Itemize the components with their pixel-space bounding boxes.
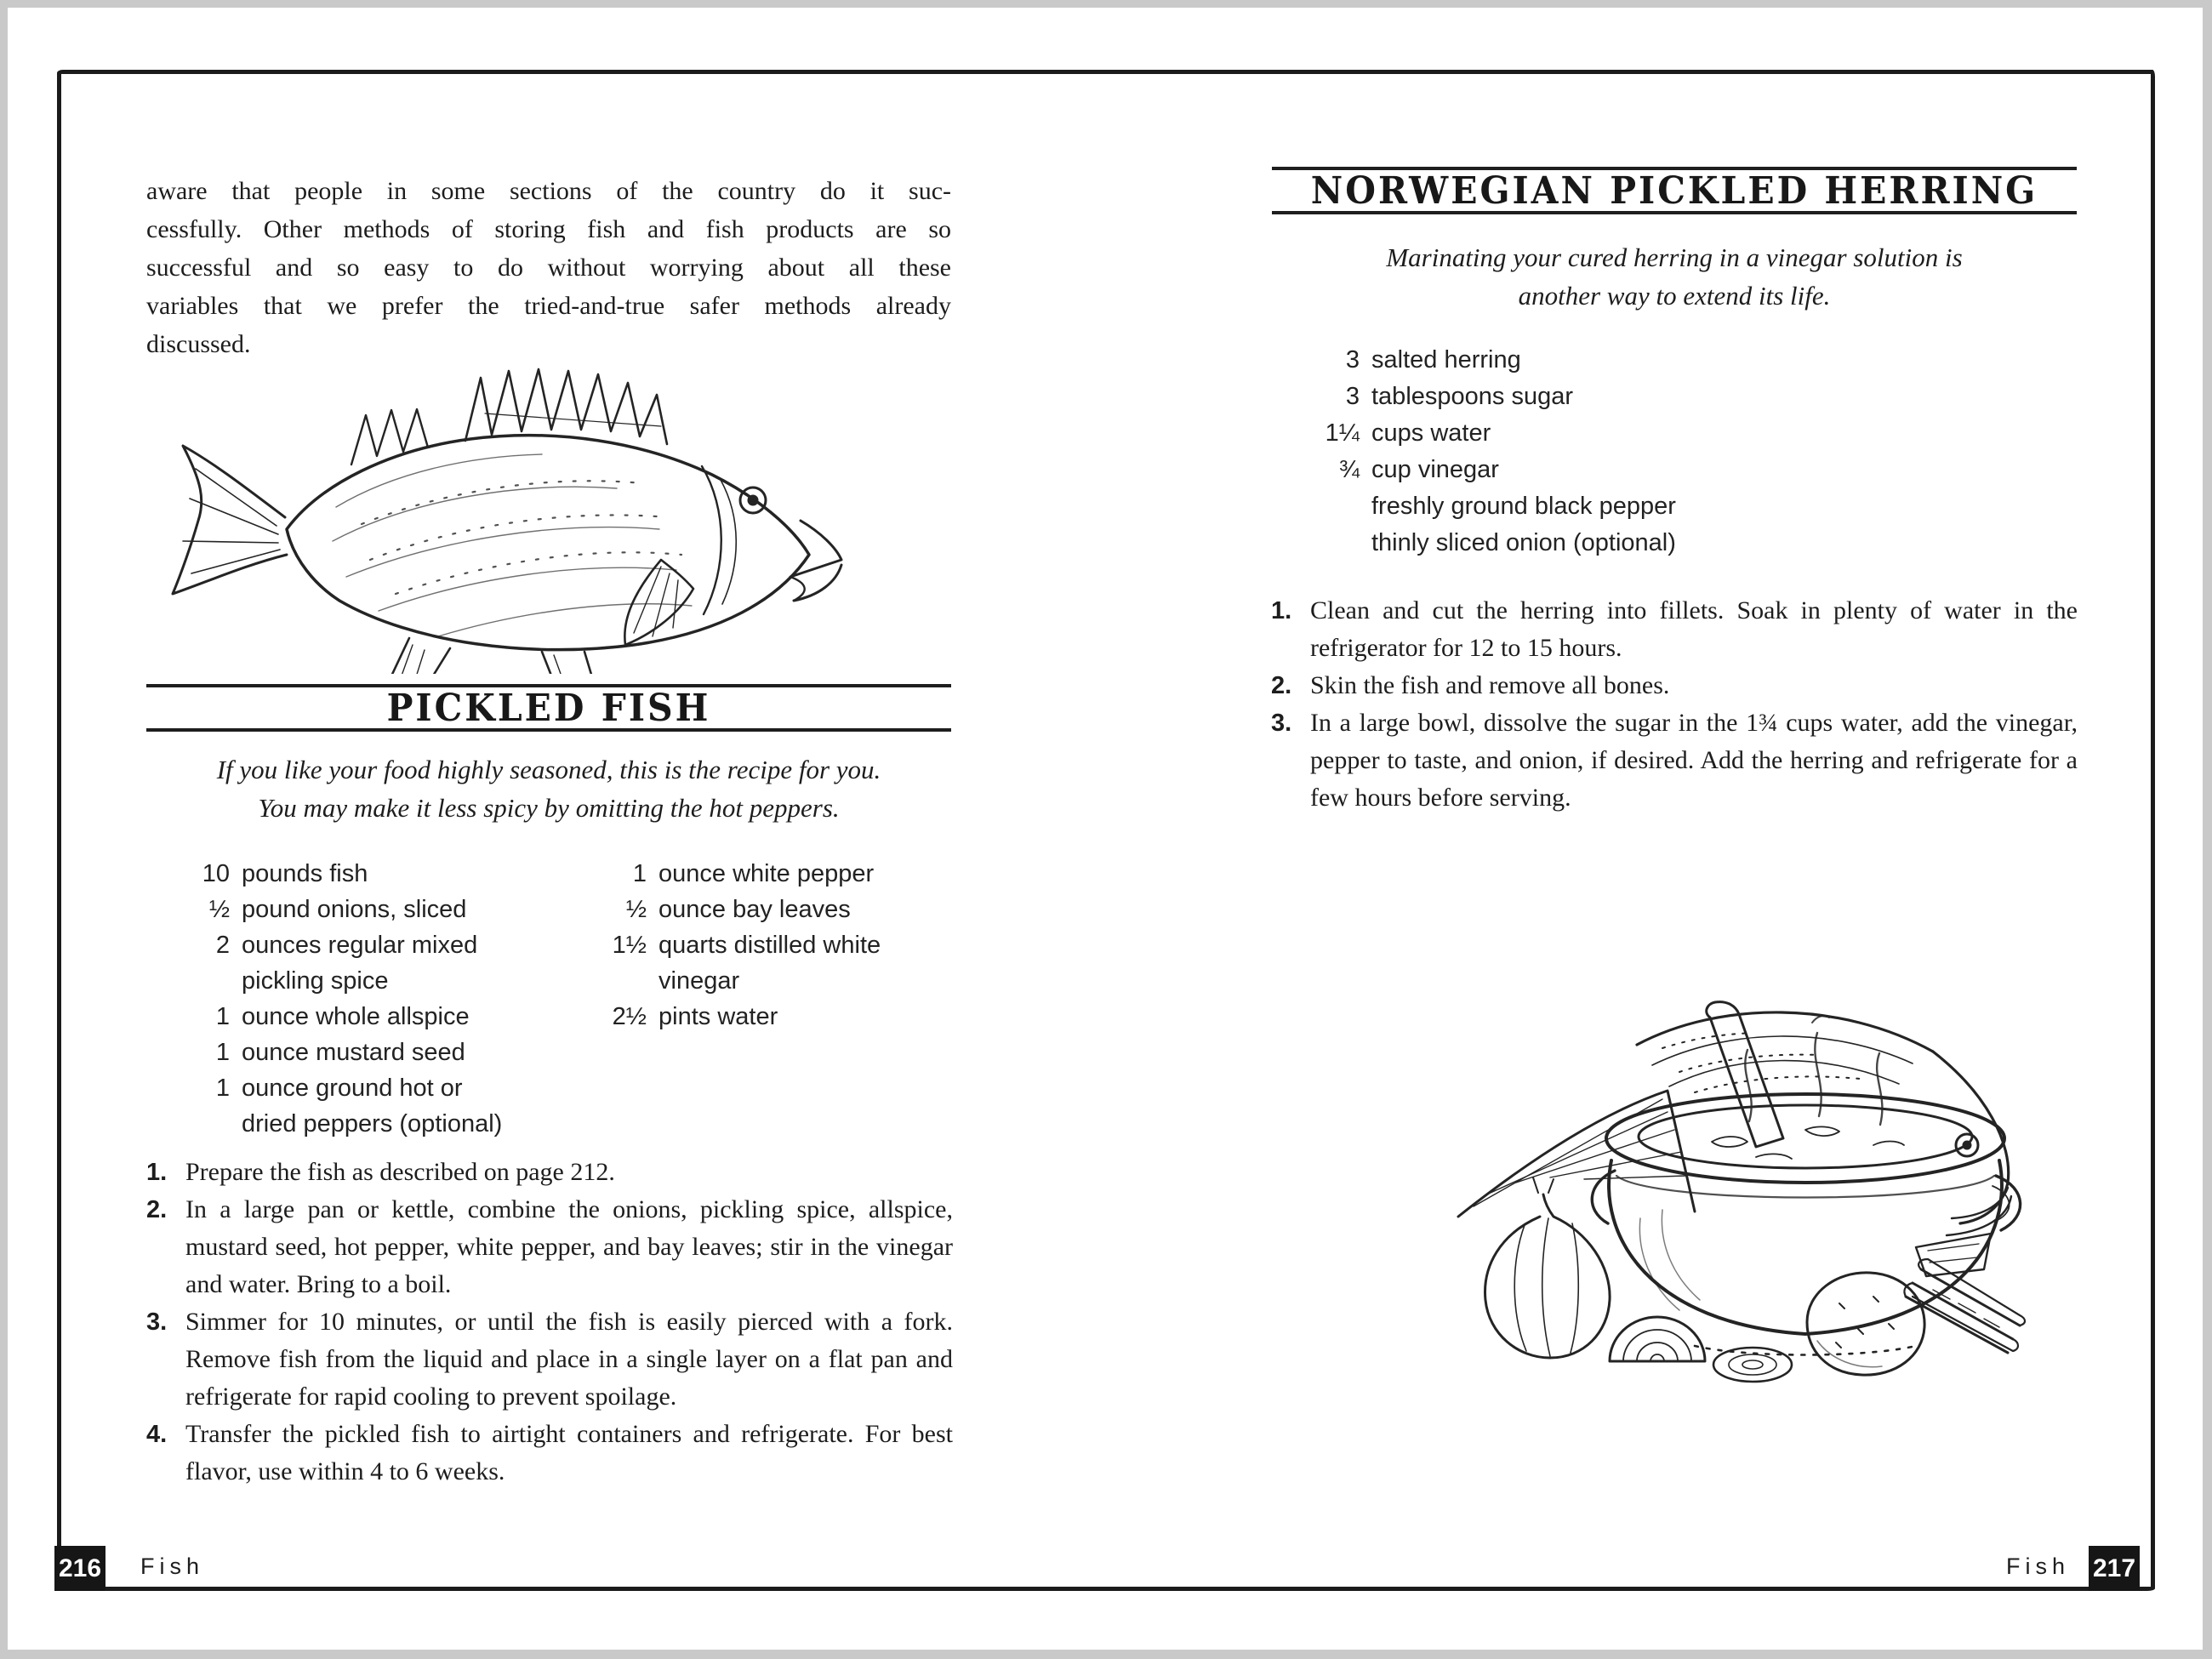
ingredient-quantity: 1 xyxy=(215,1075,230,1102)
recipe-step xyxy=(146,1416,953,1491)
ingredient-quantity: 1¼ xyxy=(1325,419,1360,447)
step-text: Clean and cut the herring into fillets. Soak in plenty of water in the refrigerator for 12 to 15 hours. xyxy=(1310,596,2078,662)
ingredient-quantity: 3 xyxy=(1345,383,1360,410)
ingredient-quantity xyxy=(1307,488,1360,525)
norwegian-pickled-herring-subtitle xyxy=(1272,238,2077,315)
ingredient-row xyxy=(1307,379,1814,415)
ingredient-name: ounce bay leaves xyxy=(658,896,851,923)
ingredient-name: pound onions, sliced xyxy=(242,896,467,923)
ingredient-name: salted herring xyxy=(1371,346,1521,373)
ingredient-quantity: 1 xyxy=(215,1039,230,1066)
recipe-step xyxy=(1271,667,2078,704)
ingredient-quantity: 1 xyxy=(632,860,647,887)
recipe-title: NORWEGIAN PICKLED HERRING xyxy=(1310,168,2038,213)
recipe-step xyxy=(146,1154,953,1191)
pickled-fish-ingredients-column-2 xyxy=(596,856,939,1035)
recipe-title: PICKLED FISH xyxy=(386,686,711,730)
ingredient-row xyxy=(179,927,507,999)
ingredient-name: thinly sliced onion (optional) xyxy=(1371,529,1676,556)
ingredient-name: cup vinegar xyxy=(1371,456,1499,483)
step-text: Simmer for 10 minutes, or until the fish is easily pierced with a fork. Remove fish from the liquid and place in a single layer on a flat pan and refrigerate for rapid cooling to prevent spoilage. xyxy=(185,1308,953,1411)
soup-pot-illustration xyxy=(1440,963,2035,1384)
ingredient-row xyxy=(1307,342,1814,379)
ingredient-row xyxy=(179,1035,507,1070)
ingredient-quantity: 10 xyxy=(202,860,230,887)
ingredient-name: ounce white pepper xyxy=(658,860,875,887)
step-text: Skin the fish and remove all bones. xyxy=(1310,671,1670,699)
norwegian-pickled-herring-heading xyxy=(1272,167,2077,214)
ingredient-row xyxy=(179,999,507,1035)
ingredient-row xyxy=(596,999,939,1035)
intro-text-line: aware that people in some sections of the country do it suc- xyxy=(146,177,951,205)
ingredient-name: ounce ground hot or dried peppers (optional) xyxy=(242,1075,503,1137)
ingredient-quantity: 1 xyxy=(215,1003,230,1030)
ingredient-name: ounce mustard seed xyxy=(242,1039,465,1066)
ingredient-name: cups water xyxy=(1371,419,1491,447)
step-number: 3. xyxy=(1271,710,1292,737)
step-number: 3. xyxy=(146,1308,168,1336)
ingredient-name: pounds fish xyxy=(242,860,368,887)
ingredient-name: tablespoons sugar xyxy=(1371,383,1573,410)
step-number: 1. xyxy=(146,1159,168,1186)
ingredient-quantity: 2½ xyxy=(612,1003,647,1030)
pickled-fish-subtitle xyxy=(146,750,951,827)
step-text: Transfer the pickled fish to airtight containers and refrigerate. For best flavor, use within 4 to 6 weeks. xyxy=(185,1420,953,1485)
perch-fish-illustration xyxy=(157,362,889,674)
pickled-fish-ingredients-column-1 xyxy=(179,856,507,1142)
intro-text-line: variables that we prefer the tried-and-true safer methods already xyxy=(146,292,951,320)
page-number-right: 217 xyxy=(2089,1546,2140,1591)
ingredient-row xyxy=(596,856,939,892)
subtitle-line: Marinating your cured herring in a vinegar solution is xyxy=(1386,242,1963,272)
ingredient-name: quarts distilled white vinegar xyxy=(658,932,881,995)
step-text: In a large pan or kettle, combine the onions, pickling spice, allspice, mustard seed, hot pepper, white pepper, and bay leaves; stir in the vinegar and water. Bring to a boil. xyxy=(185,1195,953,1298)
ingredient-name: ounce whole allspice xyxy=(242,1003,470,1030)
ingredient-row xyxy=(1307,452,1814,488)
norwegian-pickled-herring-ingredients xyxy=(1307,342,1814,562)
ingredient-name: freshly ground black pepper xyxy=(1371,493,1676,520)
norwegian-pickled-herring-steps xyxy=(1271,592,2078,817)
step-text: In a large bowl, dissolve the sugar in the 1¾ cups water, add the vinegar, pepper to taste, and onion, if desired. Add the herring and refrigerate for a few hours before serving. xyxy=(1310,709,2078,812)
ingredient-row xyxy=(596,892,939,927)
recipe-step xyxy=(1271,704,2078,817)
intro-text-line: discussed. xyxy=(146,330,251,358)
intro-text-line: successful and so easy to do without worrying about all these xyxy=(146,254,951,282)
step-number: 2. xyxy=(1271,672,1292,699)
pickled-fish-heading xyxy=(146,684,951,732)
ingredient-row xyxy=(596,927,939,999)
intro-text-line: cessfully. Other methods of storing fish and fish products are so xyxy=(146,215,951,243)
ingredient-row xyxy=(179,856,507,892)
ingredient-row xyxy=(179,892,507,927)
pickled-fish-steps xyxy=(146,1154,953,1491)
footer-section-label-right: Fish xyxy=(2006,1554,2071,1579)
recipe-step xyxy=(146,1191,953,1303)
step-text: Prepare the fish as described on page 212. xyxy=(185,1158,615,1186)
subtitle-line: If you like your food highly seasoned, this is the recipe for you. xyxy=(216,755,881,784)
page-number-left: 216 xyxy=(54,1546,105,1591)
ingredient-name: pints water xyxy=(658,1003,778,1030)
ingredient-quantity: ¾ xyxy=(1338,456,1360,483)
intro-paragraph xyxy=(146,172,951,363)
step-number: 4. xyxy=(146,1421,168,1448)
step-number: 2. xyxy=(146,1196,168,1223)
ingredient-name: ounces regular mixed pickling spice xyxy=(242,932,478,995)
subtitle-line: another way to extend its life. xyxy=(1518,281,1831,311)
step-number: 1. xyxy=(1271,597,1292,624)
ingredient-quantity: ½ xyxy=(208,896,230,923)
subtitle-line: You may make it less spicy by omitting the hot peppers. xyxy=(258,793,840,823)
ingredient-row xyxy=(1307,525,1814,562)
ingredient-quantity: 2 xyxy=(215,932,230,959)
ingredient-quantity: 3 xyxy=(1345,346,1360,373)
recipe-step xyxy=(146,1303,953,1416)
ingredient-quantity xyxy=(1307,525,1360,562)
ingredient-row xyxy=(1307,415,1814,452)
ingredient-quantity: 1½ xyxy=(612,932,647,959)
footer-section-label-left: Fish xyxy=(140,1554,205,1579)
ingredient-row xyxy=(179,1070,507,1142)
recipe-step xyxy=(1271,592,2078,667)
ingredient-quantity: ½ xyxy=(625,896,647,923)
ingredient-row xyxy=(1307,488,1814,525)
